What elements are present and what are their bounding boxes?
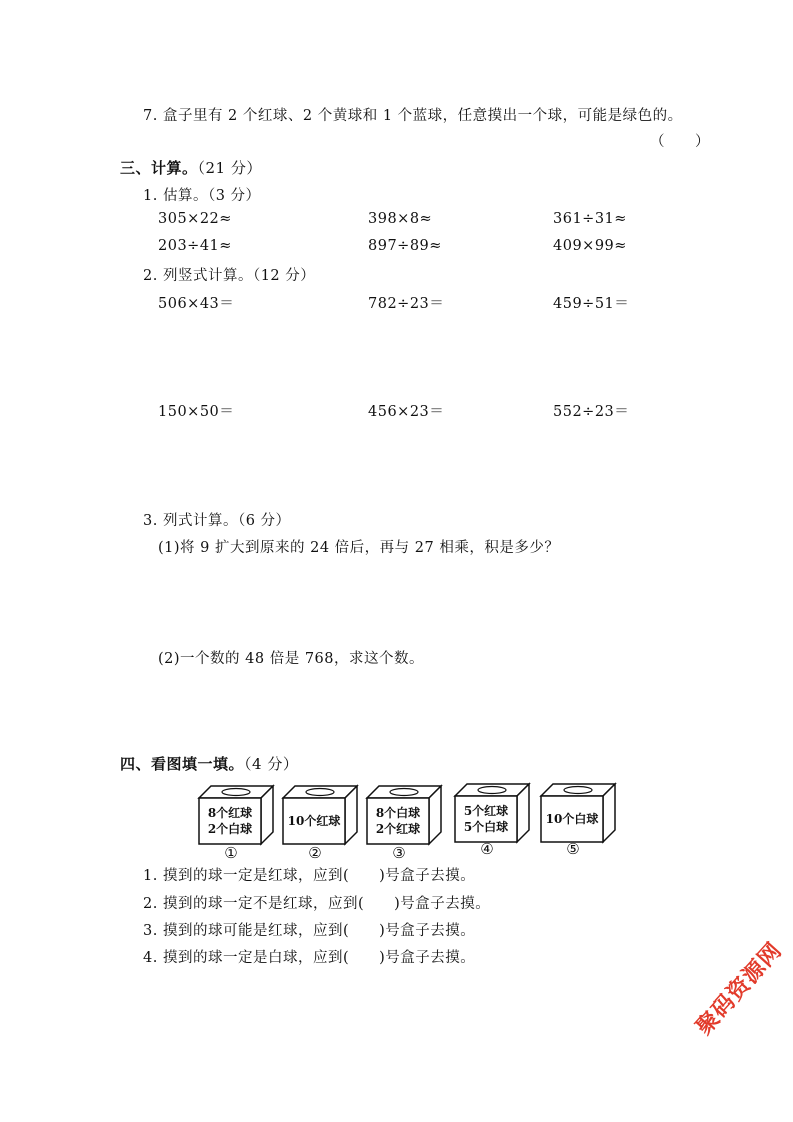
box-3-number: ③ — [392, 844, 406, 862]
section-4-heading — [120, 753, 298, 774]
box-4-line-2: 5个白球 — [463, 820, 509, 834]
box-2-line-1: 10个红球 — [287, 814, 341, 828]
box-4-number: ④ — [480, 840, 494, 858]
estimate-item: 203÷41≈ — [158, 238, 232, 254]
box-5-line-1: 10个白球 — [545, 812, 599, 826]
part-2-title: 2. 列竖式计算。（12 分） — [143, 268, 316, 284]
box-1-number: ① — [224, 844, 238, 862]
vertical-calc-item: 150×50＝ — [158, 404, 235, 420]
box-2-number: ② — [308, 844, 322, 862]
ball-box-5 — [541, 784, 615, 858]
section-4-points: （4 分） — [244, 755, 299, 773]
section-3-points: （21 分） — [197, 159, 262, 177]
fill-question-1: 1. 摸到的球一定是红球，应到( )号盒子去摸。 — [143, 868, 476, 884]
ball-box-1 — [199, 786, 273, 862]
fill-question-3: 3. 摸到的球可能是红球，应到( )号盒子去摸。 — [143, 923, 476, 939]
box-3-line-2: 2个红球 — [375, 822, 421, 836]
ball-boxes-figure — [195, 782, 625, 862]
fill-question-4: 4. 摸到的球一定是白球，应到( )号盒子去摸。 — [143, 950, 476, 966]
watermark-stamp: 聚码资源网 — [691, 937, 788, 1041]
estimate-item: 305×22≈ — [158, 211, 232, 227]
word-problem-2: (2)一个数的 48 倍是 768，求这个数。 — [158, 651, 424, 667]
box-1-line-1: 8个红球 — [207, 806, 253, 820]
box-1-line-2: 2个白球 — [207, 822, 253, 836]
section-3-title: 三、计算。 — [120, 159, 198, 177]
estimate-item: 409×99≈ — [553, 238, 627, 254]
question-7-text: 7. 盒子里有 2 个红球、2 个黄球和 1 个蓝球，任意摸出一个球，可能是绿色的。 — [143, 108, 683, 124]
box-3-line-1: 8个白球 — [375, 806, 421, 820]
ball-box-4 — [455, 784, 529, 858]
vertical-calc-item: 456×23＝ — [368, 404, 445, 420]
part-3-title: 3. 列式计算。（6 分） — [143, 513, 291, 529]
box-5-number: ⑤ — [566, 840, 580, 858]
answer-bracket: （ ） — [650, 134, 710, 150]
part-1-title: 1. 估算。（3 分） — [143, 188, 261, 204]
estimate-item: 398×8≈ — [368, 211, 433, 227]
vertical-calc-item: 552÷23＝ — [553, 404, 630, 420]
box-4-line-1: 5个红球 — [463, 804, 509, 818]
estimate-item: 897÷89≈ — [368, 238, 442, 254]
fill-question-2: 2. 摸到的球一定不是红球，应到( )号盒子去摸。 — [143, 896, 491, 912]
vertical-calc-item: 459÷51＝ — [553, 296, 630, 312]
section-3-heading — [120, 157, 262, 178]
section-4-title: 四、看图填一填。 — [120, 755, 245, 773]
ball-box-3 — [367, 786, 441, 862]
vertical-calc-item: 782÷23＝ — [368, 296, 445, 312]
estimate-item: 361÷31≈ — [553, 211, 627, 227]
word-problem-1: (1)将 9 扩大到原来的 24 倍后，再与 27 相乘，积是多少？ — [158, 540, 560, 556]
vertical-calc-item: 506×43＝ — [158, 296, 235, 312]
ball-box-2 — [283, 786, 357, 862]
